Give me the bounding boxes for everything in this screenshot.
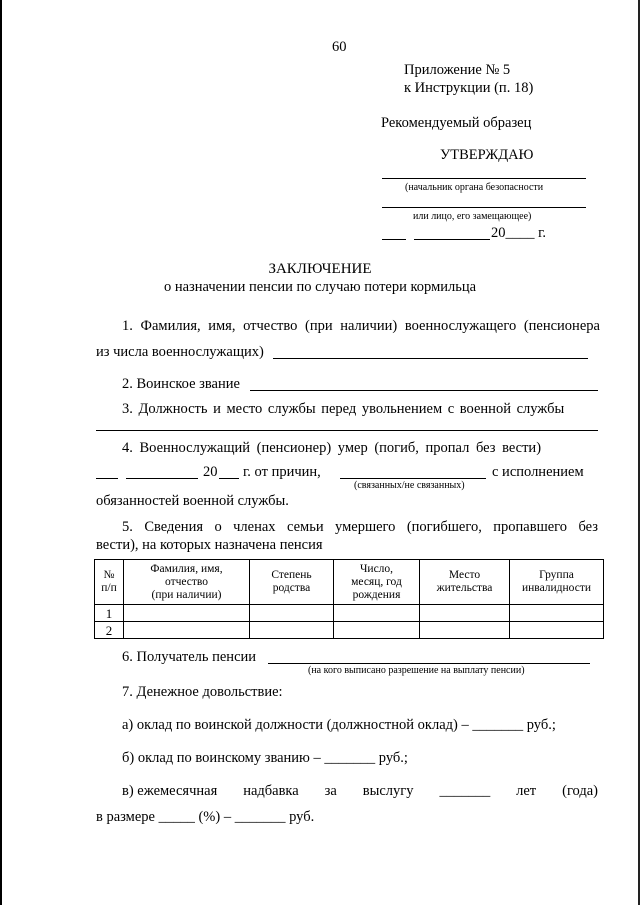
death-day-field[interactable] — [96, 478, 118, 479]
col-name-header: Фамилия, имя, отчество (при наличии) — [124, 560, 250, 605]
cell-disability[interactable] — [510, 622, 604, 639]
table-row — [95, 622, 604, 639]
deputy-signature-line[interactable] — [382, 207, 586, 208]
item-4-line-1: 4. Военнослужащий (пенсионер) умер (погиб, пропал без вести) — [122, 440, 542, 456]
item-2-label: 2. Воинское звание — [122, 376, 240, 392]
approval-day-line[interactable] — [382, 239, 406, 240]
table-row — [95, 605, 604, 622]
military-rank-field[interactable] — [250, 390, 598, 391]
cell-relation[interactable] — [250, 622, 334, 639]
item-7c-line-1: в) ежемесячная надбавка за выслугу _______ лет (года) — [122, 783, 598, 799]
page-number: 60 — [332, 39, 347, 55]
approval-year-text: 20____ г. — [491, 225, 547, 241]
sample-label: Рекомендуемый образец — [381, 115, 532, 131]
appendix-label: Приложение № 5 — [404, 62, 511, 78]
cell-residence[interactable] — [420, 605, 510, 622]
item-4-line-3: обязанностей военной службы. — [96, 493, 289, 509]
pension-recipient-field[interactable] — [268, 663, 590, 664]
duty-label: с исполнением — [492, 464, 584, 480]
position-field[interactable] — [96, 430, 598, 431]
cell-residence[interactable] — [420, 622, 510, 639]
item-1-line-2: из числа военнослужащих) — [96, 344, 264, 360]
approve-label: УТВЕРЖДАЮ — [440, 147, 534, 163]
table-header-row — [95, 560, 604, 605]
cell-birthdate[interactable] — [334, 622, 420, 639]
row-number: 2 — [95, 622, 124, 639]
scan-edge-left — [0, 0, 2, 905]
document-title: ЗАКЛЮЧЕНИЕ — [268, 261, 372, 277]
serviceman-name-field[interactable] — [273, 358, 588, 359]
item-7a: а) оклад по воинской должности (должностной оклад) – _______ руб.; — [122, 717, 556, 733]
cell-name[interactable] — [124, 605, 250, 622]
approval-month-line[interactable] — [414, 239, 490, 240]
col-number-header: № п/п — [95, 560, 124, 605]
cell-relation[interactable] — [250, 605, 334, 622]
col-residence-header: Место жительства — [420, 560, 510, 605]
item-7-label: 7. Денежное довольствие: — [122, 684, 283, 700]
death-year-prefix: 20 — [203, 464, 218, 480]
item-7c-line-2: в размере _____ (%) – _______ руб. — [96, 809, 315, 825]
item-5-line-2: вести), на которых назначена пенсия — [96, 537, 323, 553]
item-1-line-1: 1. Фамилия, имя, отчество (при наличии) военнослужащего (пенсионера — [122, 318, 600, 334]
family-members-table — [94, 559, 604, 639]
cell-name[interactable] — [124, 622, 250, 639]
reason-label: г. от причин, — [243, 464, 321, 480]
item-6-label: 6. Получатель пенсии — [122, 649, 257, 665]
row-number: 1 — [95, 605, 124, 622]
item-5-line-1: 5. Сведения о членах семьи умершего (погибшего, пропавшего без — [122, 519, 598, 535]
reason-hint: (связанных/не связанных) — [354, 480, 465, 491]
instruction-reference: к Инструкции (п. 18) — [404, 80, 534, 96]
cell-disability[interactable] — [510, 605, 604, 622]
document-subtitle: о назначении пенсии по случаю потери кормильца — [163, 279, 477, 295]
col-relation-header: Степень родства — [250, 560, 334, 605]
col-disability-header: Группа инвалидности — [510, 560, 604, 605]
col-birthdate-header: Число, месяц, год рождения — [334, 560, 420, 605]
death-year-field[interactable] — [219, 478, 239, 479]
cell-birthdate[interactable] — [334, 605, 420, 622]
reason-field[interactable] — [340, 478, 486, 479]
recipient-hint: (на кого выписано разрешение на выплату пенсии) — [308, 665, 525, 676]
head-signature-line[interactable] — [382, 178, 586, 179]
death-month-field[interactable] — [126, 478, 198, 479]
deputy-hint: или лицо, его замещающее) — [413, 211, 532, 222]
item-7b: б) оклад по воинскому званию – _______ руб.; — [122, 750, 408, 766]
item-3-label: 3. Должность и место службы перед увольнением с военной службы — [122, 401, 565, 417]
head-hint: (начальник органа безопасности — [405, 182, 544, 193]
